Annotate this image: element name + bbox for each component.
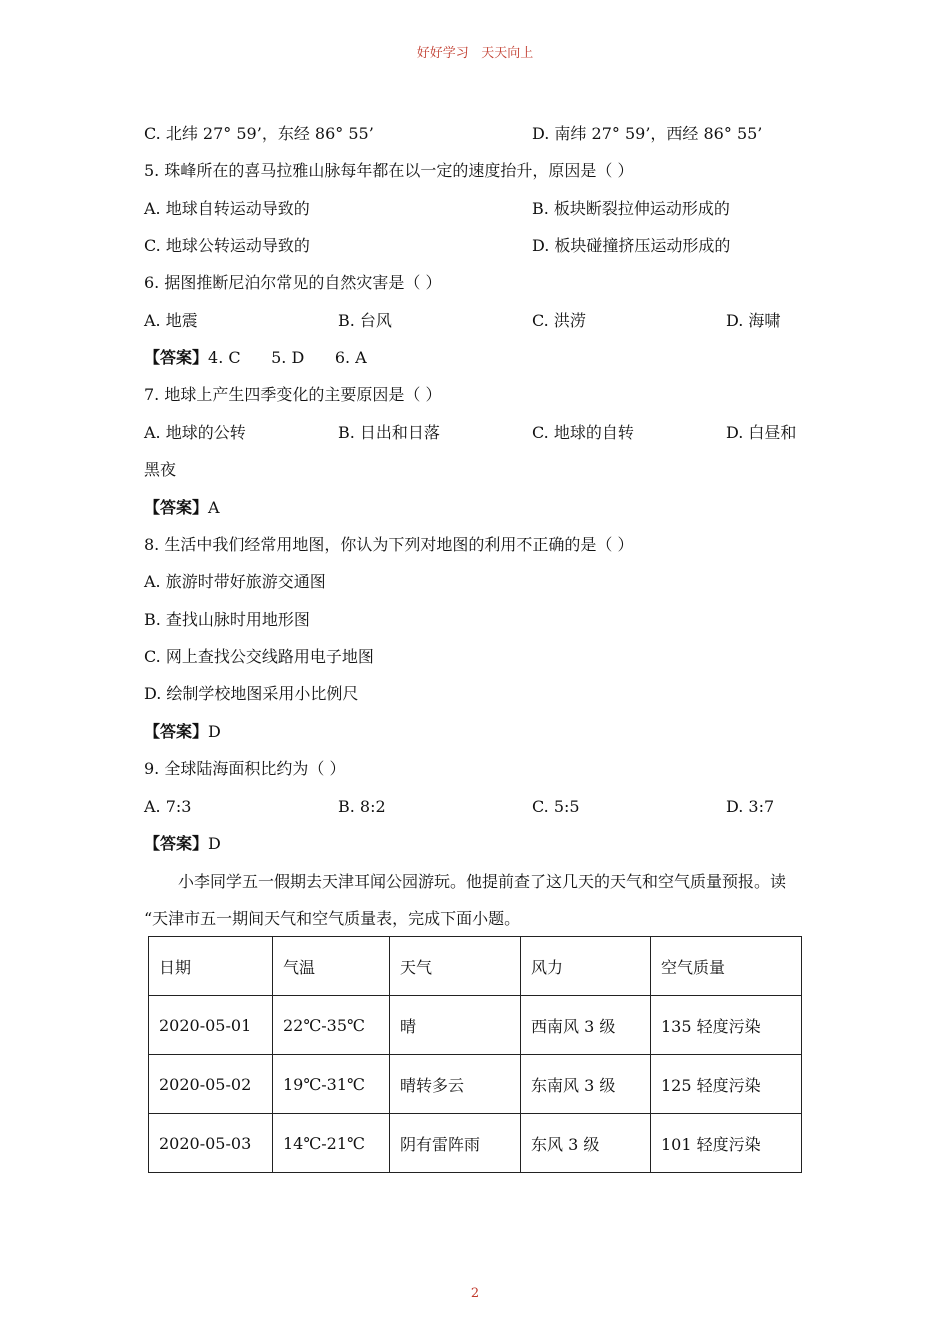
cell-temperature: 14℃-21℃ bbox=[273, 1114, 390, 1173]
q7-option-a: A. 地球的公转 bbox=[144, 423, 246, 442]
q4-option-d: D. 南纬 27° 59’，西经 86° 55’ bbox=[532, 124, 763, 143]
answer-text: A bbox=[208, 498, 220, 517]
q9-option-a: A. 7:3 bbox=[144, 797, 192, 816]
table-row bbox=[149, 996, 802, 1055]
q9-stem: 9. 全球陆海面积比约为（ ） bbox=[144, 759, 346, 778]
q5-option-d: D. 板块碰撞挤压运动形成的 bbox=[532, 236, 731, 255]
q8-option-c: C. 网上查找公交线路用电子地图 bbox=[144, 647, 374, 666]
cell-wind: 东风 3 级 bbox=[521, 1114, 651, 1173]
q8-stem: 8. 生活中我们经常用地图，你认为下列对地图的利用不正确的是（ ） bbox=[144, 535, 634, 554]
header-right: 天天向上 bbox=[481, 46, 534, 61]
q9-option-d: D. 3:7 bbox=[726, 797, 775, 816]
cell-air-quality: 101 轻度污染 bbox=[651, 1114, 802, 1173]
table-header-row bbox=[149, 937, 802, 996]
cell-temperature: 19℃-31℃ bbox=[273, 1055, 390, 1114]
answer-label: 【答案】 bbox=[144, 722, 209, 741]
answer-7 bbox=[144, 498, 220, 518]
q5-option-c: C. 地球公转运动导致的 bbox=[144, 236, 310, 255]
answer-label: 【答案】 bbox=[144, 348, 209, 367]
q7-option-d: D. 白昼和 bbox=[726, 423, 797, 442]
table-row bbox=[149, 1114, 802, 1173]
q6-option-b: B. 台风 bbox=[338, 311, 392, 330]
q9-option-b: B. 8:2 bbox=[338, 797, 386, 816]
q7-stem: 7. 地球上产生四季变化的主要原因是（ ） bbox=[144, 385, 442, 404]
answer-text: D bbox=[208, 722, 221, 741]
q6-option-d: D. 海啸 bbox=[726, 311, 781, 330]
answer-4-6 bbox=[144, 348, 367, 368]
header-weather: 天气 bbox=[390, 937, 521, 996]
page-number: 2 bbox=[470, 1286, 480, 1301]
header-wind: 风力 bbox=[521, 937, 651, 996]
cell-wind: 东南风 3 级 bbox=[521, 1055, 651, 1114]
answer-label: 【答案】 bbox=[144, 498, 209, 517]
cell-air-quality: 125 轻度污染 bbox=[651, 1055, 802, 1114]
cell-weather: 晴转多云 bbox=[390, 1055, 521, 1114]
header-date: 日期 bbox=[149, 937, 273, 996]
q8-option-d: D. 绘制学校地图采用小比例尺 bbox=[144, 684, 359, 703]
cell-weather: 晴 bbox=[390, 996, 521, 1055]
q5-option-b: B. 板块断裂拉伸运动形成的 bbox=[532, 199, 730, 218]
cell-date: 2020-05-01 bbox=[149, 996, 273, 1055]
cell-air-quality: 135 轻度污染 bbox=[651, 996, 802, 1055]
q4-option-c: C. 北纬 27° 59’，东经 86° 55’ bbox=[144, 124, 374, 143]
answer-9 bbox=[144, 834, 221, 854]
q5-stem: 5. 珠峰所在的喜马拉雅山脉每年都在以一定的速度抬升，原因是（ ） bbox=[144, 161, 634, 180]
passage-line-2: “天津市五一期间天气和空气质量表，完成下面小题。 bbox=[144, 909, 521, 928]
cell-date: 2020-05-03 bbox=[149, 1114, 273, 1173]
header-left: 好好学习 bbox=[416, 46, 469, 61]
q6-stem: 6. 据图推断尼泊尔常见的自然灾害是（ ） bbox=[144, 273, 442, 292]
q7-option-c: C. 地球的自转 bbox=[532, 423, 634, 442]
cell-wind: 西南风 3 级 bbox=[521, 996, 651, 1055]
table-row bbox=[149, 1055, 802, 1114]
q5-option-a: A. 地球自转运动导致的 bbox=[144, 199, 310, 218]
q8-option-b: B. 查找山脉时用地形图 bbox=[144, 610, 310, 629]
weather-air-quality-table bbox=[148, 936, 802, 1173]
q6-option-c: C. 洪涝 bbox=[532, 311, 586, 330]
q6-option-a: A. 地震 bbox=[144, 311, 198, 330]
answer-text: 4. C 5. D 6. A bbox=[208, 348, 367, 367]
answer-label: 【答案】 bbox=[144, 834, 209, 853]
cell-date: 2020-05-02 bbox=[149, 1055, 273, 1114]
header-air-quality: 空气质量 bbox=[651, 937, 802, 996]
cell-weather: 阴有雷阵雨 bbox=[390, 1114, 521, 1173]
q8-option-a: A. 旅游时带好旅游交通图 bbox=[144, 572, 326, 591]
q9-option-c: C. 5:5 bbox=[532, 797, 580, 816]
q7-option-b: B. 日出和日落 bbox=[338, 423, 440, 442]
q7-option-d-continued: 黑夜 bbox=[144, 460, 177, 479]
passage-line-1: 小李同学五一假期去天津耳闻公园游玩。他提前查了这几天的天气和空气质量预报。读 bbox=[178, 872, 787, 891]
page-header bbox=[0, 42, 950, 61]
answer-text: D bbox=[208, 834, 221, 853]
header-temperature: 气温 bbox=[273, 937, 390, 996]
cell-temperature: 22℃-35℃ bbox=[273, 996, 390, 1055]
answer-8 bbox=[144, 722, 221, 742]
